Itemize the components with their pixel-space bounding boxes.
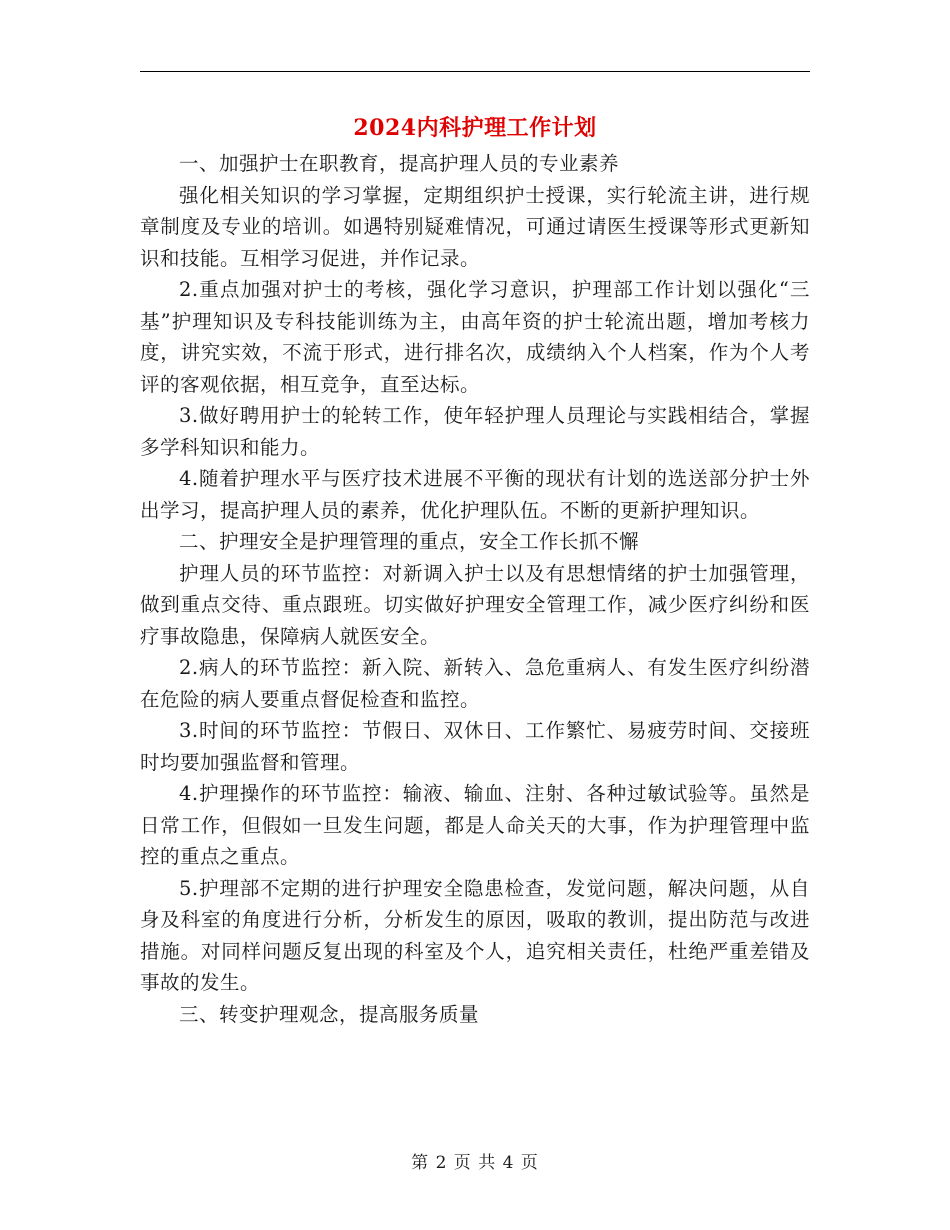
document-body xyxy=(140,148,810,1030)
paragraph: 2.病人的环节监控：新入院、新转入、急危重病人、有发生医疗纠纷潜在危险的病人要重点督促检查和监控。 xyxy=(140,656,810,711)
paragraph: 3.时间的环节监控：节假日、双休日、工作繁忙、易疲劳时间、交接班时均要加强监督和管理。 xyxy=(140,719,810,774)
header-rule xyxy=(140,71,810,72)
paragraph: 4.随着护理水平与医疗技术进展不平衡的现状有计划的选送部分护士外出学习，提高护理人员的素养，优化护理队伍。不断的更新护理知识。 xyxy=(140,467,810,522)
paragraph: 强化相关知识的学习掌握，定期组织护士授课，实行轮流主讲，进行规章制度及专业的培训。如遇特别疑难情况，可通过请医生授课等形式更新知识和技能。互相学习促进，并作记录。 xyxy=(140,183,810,270)
section-heading-3: 三、转变护理观念，提高服务质量 xyxy=(179,1002,480,1026)
paragraph: 5.护理部不定期的进行护理安全隐患检查，发觉问题，解决问题，从自身及科室的角度进行分析，分析发生的原因，吸取的教训，提出防范与改进措施。对同样问题反复出现的科室及个人，追究相关责任，杜绝严重差错及事故的发生。 xyxy=(140,876,810,994)
section-heading-1: 一、加强护士在职教育，提高护理人员的专业素养 xyxy=(179,152,620,175)
document-title: 2024内科护理工作计划 xyxy=(353,115,597,141)
paragraph: 2.重点加强对护士的考核，强化学习意识，护理部工作计划以强化“三基”护理知识及专科技能训练为主，由高年资的护士轮流出题，增加考核力度，讲究实效，不流于形式，进行排名次，成绩纳入个人档案，作为个人考评的客观依据，相互竞争，直至达标。 xyxy=(140,278,810,396)
paragraph: 4.护理操作的环节监控：输液、输血、注射、各种过敏试验等。虽然是日常工作，但假如一旦发生问题，都是人命关天的大事，作为护理管理中监控的重点之重点。 xyxy=(140,782,810,868)
paragraph: 3.做好聘用护士的轮转工作，使年轻护理人员理论与实践相结合，掌握多学科知识和能力。 xyxy=(140,404,810,459)
page-number-footer: 第 2 页 共 4 页 xyxy=(411,1153,539,1173)
section-heading-2: 二、护理安全是护理管理的重点，安全工作长抓不懈 xyxy=(179,530,640,553)
paragraph: 护理人员的环节监控：对新调入护士以及有思想情绪的护士加强管理，做到重点交待、重点跟班。切实做好护理安全管理工作，减少医疗纠纷和医疗事故隐患，保障病人就医安全。 xyxy=(140,561,810,648)
